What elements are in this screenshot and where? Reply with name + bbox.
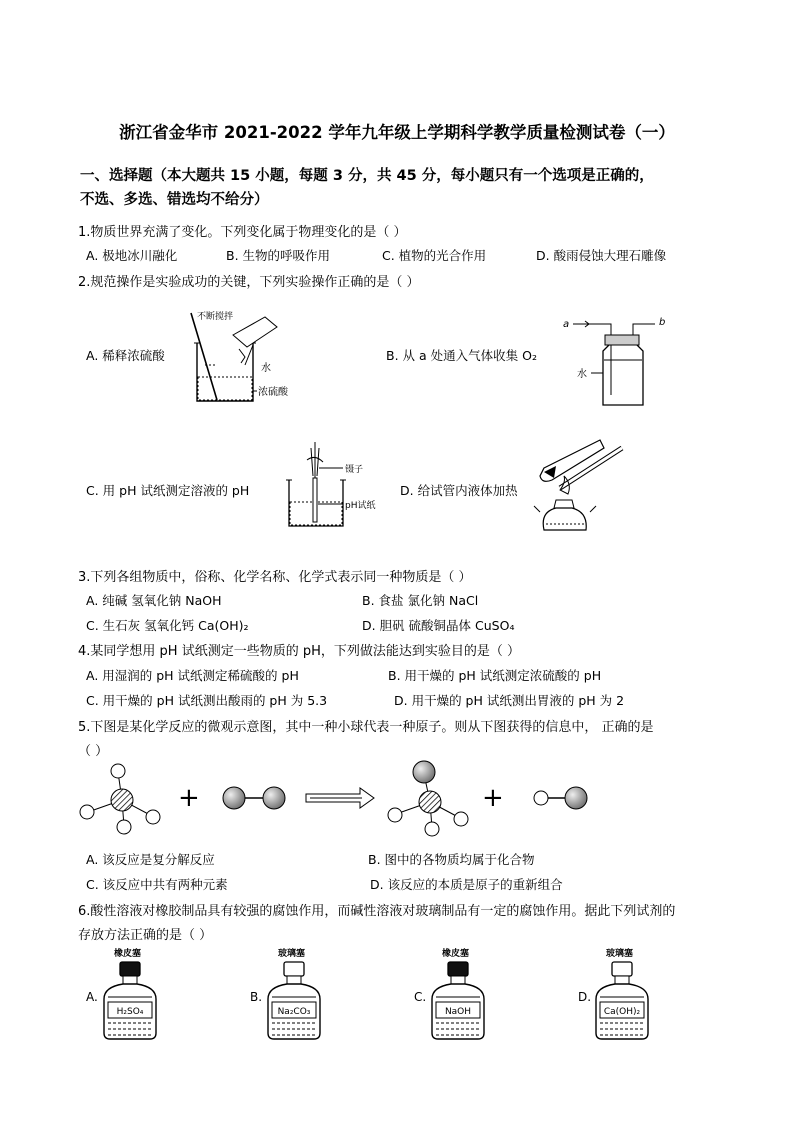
- q5-option-d[interactable]: D. 该反应的本质是原子的重新组合: [370, 877, 563, 892]
- q3-option-c[interactable]: C. 生石灰 氢氧化钙 Ca(OH)₂: [86, 618, 249, 633]
- bottle-letter: A.: [86, 990, 98, 1004]
- section-heading-line1: 一、选择题（本大题共 15 小题，每题 3 分，共 45 分，每小题只有一个选项是正确的，: [80, 168, 654, 184]
- q1-option-c[interactable]: C. 植物的光合作用: [382, 248, 487, 263]
- q5-stem-line2: （ ）: [78, 744, 109, 759]
- q4-option-b[interactable]: B. 用干燥的 pH 试纸测定浓硫酸的 pH: [388, 668, 602, 683]
- bottle-letter: B.: [250, 990, 263, 1004]
- q4-option-c[interactable]: C. 用干燥的 pH 试纸测出酸雨的 pH 为 5.3: [86, 693, 328, 708]
- molecule-reactant-1: [80, 764, 160, 834]
- plus-sign-1: +: [178, 783, 200, 813]
- q2-stem: 2.规范操作是实验成功的关键，下列实验操作正确的是（ ）: [78, 275, 420, 290]
- q1-option-b[interactable]: B. 生物的呼吸作用: [226, 248, 331, 263]
- q5-stem-line1: 5.下图是某化学反应的微观示意图，其中一种小球代表一种原子。则从下图获得的信息中， 正确的是: [78, 720, 654, 735]
- q5-option-a[interactable]: A. 该反应是复分解反应: [86, 852, 215, 867]
- q1-option-a[interactable]: A. 极地冰川融化: [86, 248, 178, 263]
- fig-b-label-water: 水: [577, 369, 587, 380]
- q4-option-a[interactable]: A. 用湿润的 pH 试纸测定稀硫酸的 pH: [86, 668, 299, 683]
- reaction-diagram: [78, 760, 638, 840]
- bottle-stopper-label: 玻璃塞: [606, 949, 634, 959]
- q5-option-b[interactable]: B. 图中的各物质均属于化合物: [368, 852, 535, 867]
- q2-option-d[interactable]: D. 给试管内液体加热: [400, 483, 518, 498]
- bottle-option-a[interactable]: [86, 945, 196, 1045]
- bottle-option-d[interactable]: [578, 945, 688, 1045]
- q3-option-a[interactable]: A. 纯碱 氢氧化钠 NaOH: [86, 593, 222, 608]
- figure-heating-tube: [530, 440, 630, 550]
- q6-stem-line1: 6.酸性溶液对橡胶制品具有较强的腐蚀作用，而碱性溶液对玻璃制品有一定的腐蚀作用。据此下列试剂的: [78, 904, 676, 919]
- q4-stem: 4.某同学想用 pH 试纸测定一些物质的 pH，下列做法能达到实验目的是（ ）: [78, 644, 520, 659]
- bottle-option-b[interactable]: [250, 945, 360, 1045]
- fig-c-label-tweezers: 镊子: [345, 465, 364, 475]
- bottle-stopper-label: 橡皮塞: [442, 949, 470, 959]
- q1-stem: 1.物质世界充满了变化。下列变化属于物理变化的是（ ）: [78, 225, 407, 240]
- section-heading-line2: 不选、多选、错选均不给分）: [80, 192, 269, 208]
- figure-dilute-acid: [185, 305, 305, 405]
- fig-a-label-stir: 不断搅拌: [197, 312, 234, 322]
- fig-c-label-paper: pH试纸: [345, 501, 376, 511]
- molecule-product-1: [388, 761, 468, 836]
- q3-option-d[interactable]: D. 胆矾 硫酸铜晶体 CuSO₄: [362, 618, 515, 633]
- plus-sign-2: +: [482, 783, 504, 813]
- bottle-reagent-label: NaOH: [444, 1007, 472, 1017]
- bottle-reagent-label: Na₂CO₃: [277, 1007, 311, 1017]
- bottle-letter: C.: [414, 990, 427, 1004]
- q2-option-a[interactable]: A. 稀释浓硫酸: [86, 348, 165, 363]
- molecule-reactant-2: [223, 787, 285, 809]
- q2-option-b[interactable]: B. 从 a 处通入气体收集 O₂: [386, 348, 537, 363]
- bottle-reagent-label: Ca(OH)₂: [603, 1007, 641, 1017]
- fig-a-label-acid: 浓硫酸: [258, 387, 288, 398]
- q3-option-b[interactable]: B. 食盐 氯化钠 NaCl: [362, 593, 479, 608]
- q3-stem: 3.下列各组物质中，俗称、化学名称、化学式表示同一种物质是（ ）: [78, 570, 472, 585]
- bottle-reagent-label: H₂SO₄: [116, 1007, 144, 1017]
- q4-option-d[interactable]: D. 用干燥的 pH 试纸测出胃液的 pH 为 2: [394, 693, 625, 708]
- fig-b-label-a: a: [563, 319, 570, 330]
- fig-a-label-water: 水: [261, 363, 271, 374]
- reaction-arrow: [306, 788, 374, 808]
- q6-stem-line2: 存放方法正确的是（ ）: [78, 928, 213, 943]
- q5-option-c[interactable]: C. 该反应中共有两种元素: [86, 877, 228, 892]
- bottle-letter: D.: [578, 990, 592, 1004]
- fig-b-label-b: b: [659, 317, 666, 328]
- figure-gas-bottle: [563, 315, 683, 410]
- bottle-option-c[interactable]: [414, 945, 524, 1045]
- q1-option-d[interactable]: D. 酸雨侵蚀大理石雕像: [536, 248, 667, 263]
- bottle-stopper-label: 玻璃塞: [278, 949, 306, 959]
- molecule-product-2: [534, 787, 587, 809]
- bottle-stopper-label: 橡皮塞: [114, 949, 142, 959]
- page-title: 浙江省金华市 2021-2022 学年九年级上学期科学教学质量检测试卷（一）: [119, 123, 675, 142]
- q2-option-c[interactable]: C. 用 pH 试纸测定溶液的 pH: [86, 483, 250, 498]
- figure-ph-test: [285, 440, 385, 530]
